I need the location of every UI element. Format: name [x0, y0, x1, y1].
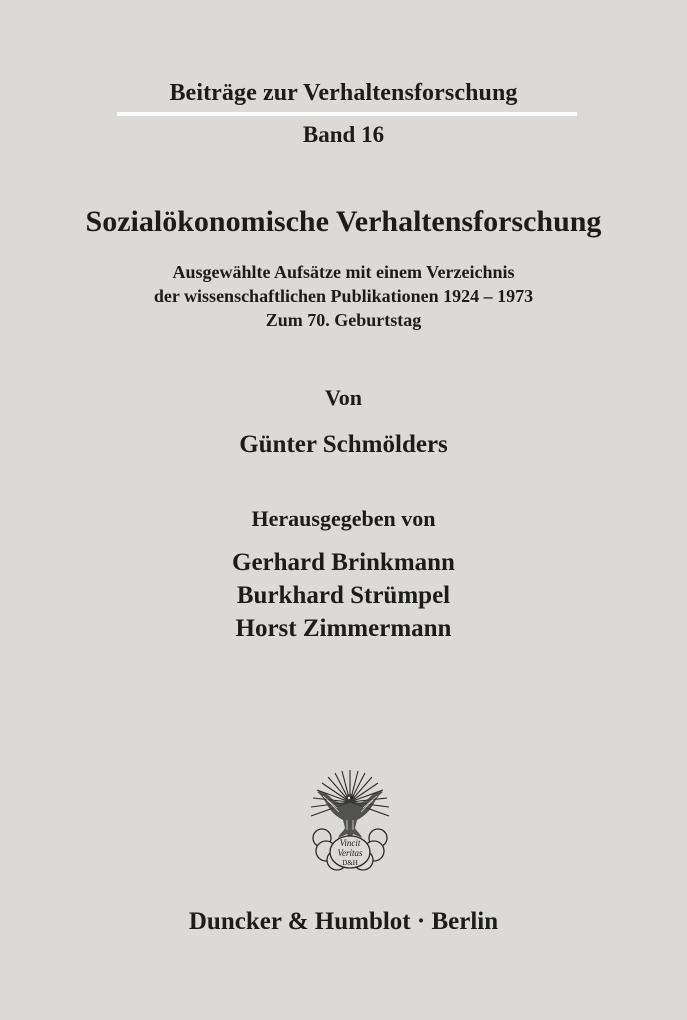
subtitle-line: Ausgewählte Aufsätze mit einem Verzeichnis	[172, 262, 515, 282]
volume-number: Band 16	[302, 122, 385, 147]
editors-label: Herausgegeben von	[251, 506, 436, 531]
book-title: Sozialökonomische Verhaltensforschung	[85, 205, 602, 238]
editor-name: Horst Zimmermann	[235, 615, 452, 642]
editor-name: Burkhard Strümpel	[236, 582, 451, 609]
subtitle-line: Zum 70. Geburtstag	[265, 310, 422, 330]
author-name: Günter Schmölders	[239, 431, 448, 458]
subtitle-line: der wissenschaftlichen Publikationen 1924 – 1973	[153, 286, 534, 306]
by-label: Von	[324, 385, 363, 410]
editor-name: Gerhard Brinkmann	[232, 549, 455, 576]
divider-rule	[117, 112, 577, 116]
publisher-imprint: Duncker & Humblot · Berlin	[188, 908, 499, 935]
series-title: Beiträge zur Verhaltensforschung	[169, 80, 518, 106]
eagle-emblem-icon	[305, 768, 395, 872]
monogram: D&H	[342, 859, 358, 867]
motto-word: Vincit	[339, 838, 361, 848]
motto-word: Veritas	[337, 848, 363, 858]
